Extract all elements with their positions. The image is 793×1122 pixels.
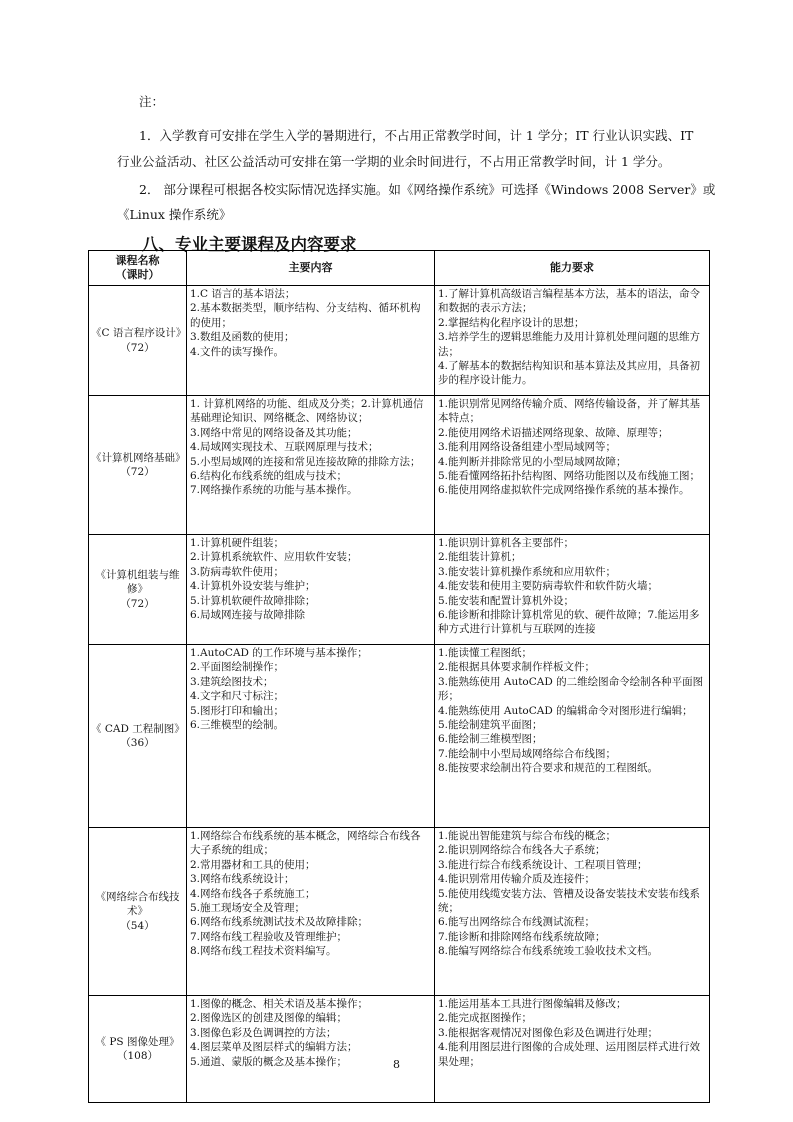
ability-item: 5.能使用线缆安装方法、管槽及设备安装技术安装布线系统； bbox=[438, 887, 701, 915]
ability-item: 3.能根据客观情况对图像色彩及色调进行处理； bbox=[438, 1026, 659, 1039]
ability-item: 2.能根据具体要求制作样板文件； bbox=[438, 661, 596, 674]
content-cell bbox=[187, 286, 435, 396]
ability-cell bbox=[435, 996, 710, 1103]
content-item: 3.数组及函数的使用； bbox=[190, 331, 295, 344]
ability-item: 5.能看懂网络拓扑结构图、网络功能图以及布线施工图； bbox=[438, 470, 701, 483]
content-item: 4.局域网实现技术、互联网原理与技术； bbox=[190, 441, 379, 454]
ability-item: 8.能编写网络综合布线系统竣工验收技术文档。 bbox=[438, 945, 659, 958]
ability-item: 4.能利用图层进行图像的合成处理、运用图层样式进行效果处理； bbox=[438, 1041, 701, 1068]
course-hours: （72） bbox=[120, 597, 155, 610]
table-body bbox=[89, 286, 710, 1103]
ability-item: 6.能写出网络综合布线测试流程； bbox=[438, 916, 596, 929]
ability-item: 1.能说出智能建筑与综合布线的概念； bbox=[438, 830, 617, 842]
content-cell bbox=[187, 396, 435, 535]
course-name: 《 CAD 工程制图》 bbox=[91, 722, 185, 735]
content-cell bbox=[187, 645, 435, 828]
content-item: 2.基本数据类型，顺序结构、分支结构、循环机构的使用； bbox=[190, 302, 421, 329]
course-cell bbox=[89, 396, 187, 535]
course-cell bbox=[89, 645, 187, 828]
course-hours: （72） bbox=[120, 341, 155, 354]
content-item: 4.文字和尺寸标注； bbox=[190, 690, 285, 703]
course-name: 《计算机组装与维修》 bbox=[95, 568, 180, 596]
content-item: 1.C 语言的基本语法； bbox=[190, 288, 296, 300]
ability-item: 2.能组装计算机； bbox=[438, 551, 522, 564]
header-ability: 能力要求 bbox=[435, 251, 710, 286]
content-item: 5.施工现场安全及管理； bbox=[190, 902, 306, 915]
note-2-continuation: 《Linux 操作系统》 bbox=[117, 207, 232, 222]
ability-item: 8.能按要求绘制出符合要求和规范的工程图纸。 bbox=[438, 762, 659, 775]
ability-cell bbox=[435, 645, 710, 828]
ability-item: 1.能识别计算机各主要部件； bbox=[438, 537, 575, 549]
content-item: 1. 计算机网络的功能、组成及分类；2.计算机通信基础理论知识、网络概念、网络协议； bbox=[190, 398, 424, 425]
content-item: 6.网络布线系统测试技术及故障排除； bbox=[190, 916, 369, 929]
course-cell bbox=[89, 996, 187, 1103]
course-name: 《计算机网络基础》 bbox=[91, 451, 186, 464]
course-table bbox=[88, 250, 710, 1103]
content-item: 7.网络布线工程验收及管理维护； bbox=[190, 930, 348, 943]
content-item: 2.计算机系统软件、应用软件安装； bbox=[190, 551, 358, 564]
ability-cell bbox=[435, 396, 710, 535]
content-item: 1.网络综合布线系统的基本概念，网络综合布线各大子系统的组成； bbox=[190, 830, 421, 857]
ability-item: 2.能识别网络综合布线各大子系统； bbox=[438, 844, 606, 857]
content-item: 5.小型局域网的连接和常见连接故障的排除方法； bbox=[190, 455, 421, 468]
ability-item: 1.了解计算机高级语言编程基本方法，基本的语法，命令和数据的表示方法； bbox=[438, 288, 701, 315]
ability-item: 7.能绘制中小型局域网络综合布线图； bbox=[438, 747, 617, 760]
course-hours: （36） bbox=[120, 737, 155, 749]
content-item: 2.图像选区的创建及图像的编辑； bbox=[190, 1012, 348, 1025]
course-hours: （108） bbox=[116, 1050, 159, 1062]
table-row bbox=[89, 645, 710, 828]
content-item: 3.防病毒软件使用； bbox=[190, 565, 285, 578]
ability-item: 1.能运用基本工具进行图像编辑及修改； bbox=[438, 998, 627, 1010]
ability-cell bbox=[435, 828, 710, 996]
ability-item: 3.培养学生的逻辑思维能力及用计算机处理问题的思维方法； bbox=[438, 331, 701, 358]
content-item: 8.网络布线工程技术资料编写。 bbox=[190, 945, 337, 958]
ability-item: 1.能读懂工程图纸； bbox=[438, 647, 533, 659]
ability-item: 5.能绘制建筑平面图； bbox=[438, 719, 543, 732]
content-item: 5.图形打印和输出； bbox=[190, 704, 285, 717]
content-cell bbox=[187, 996, 435, 1103]
table-header-row bbox=[89, 251, 710, 286]
page-number: 8 bbox=[393, 1058, 400, 1071]
ability-item: 5.能安装和配置计算机外设； bbox=[438, 594, 575, 607]
ability-item: 2.能完成抠图操作； bbox=[438, 1012, 533, 1025]
ability-item: 6.能绘制三维模型图； bbox=[438, 733, 543, 746]
note-2: 2． 部分课程可根据各校实际情况选择实施。如《网络操作系统》可选择《Windows 2008 Server》或 bbox=[139, 182, 716, 197]
course-cell bbox=[89, 286, 187, 396]
ability-item: 6.能使用网络虚拟软件完成网络操作系统的基本操作。 bbox=[438, 484, 690, 497]
content-item: 4.文件的读写操作。 bbox=[190, 345, 285, 358]
content-item: 3.网络布线系统设计； bbox=[190, 873, 295, 886]
content-item: 3.建筑绘图技术； bbox=[190, 675, 274, 688]
course-hours: （72） bbox=[120, 466, 155, 478]
header-course: 课程名称 （课时） bbox=[89, 251, 187, 286]
table-row bbox=[89, 396, 710, 535]
section-title: 八、专业主要课程及内容要求 bbox=[142, 235, 357, 254]
ability-item: 1.能识别常见网络传输介质、网络传输设备，并了解其基本特点； bbox=[438, 398, 701, 425]
ability-item: 3.能安装计算机操作系统和应用软件； bbox=[438, 565, 617, 578]
content-item: 1.图像的概念、相关术语及基本操作； bbox=[190, 998, 369, 1010]
ability-cell bbox=[435, 286, 710, 396]
ability-item: 4.能安装和使用主要防病毒软件和软件防火墙； bbox=[438, 580, 659, 593]
table-row bbox=[89, 828, 710, 996]
content-cell bbox=[187, 535, 435, 645]
content-item: 6.局域网连接与故障排除 bbox=[190, 609, 306, 622]
ability-item: 7.能诊断和排除网络布线系统故障； bbox=[438, 930, 606, 943]
content-item: 2.平面图绘制操作； bbox=[190, 661, 285, 674]
content-item: 6.三维模型的绘制。 bbox=[190, 719, 285, 732]
ability-cell bbox=[435, 535, 710, 645]
ability-item: 3.能利用网络设备组建小型局域网等； bbox=[438, 441, 617, 454]
course-hours: （54） bbox=[120, 919, 155, 932]
content-item: 1.AutoCAD 的工作环境与基本操作； bbox=[190, 647, 368, 659]
header-content: 主要内容 bbox=[187, 251, 435, 286]
content-item: 4.计算机外设安装与维护； bbox=[190, 580, 316, 593]
ability-item: 3.能进行综合布线系统设计、工程项目管理； bbox=[438, 858, 648, 871]
content-item: 3.网络中常见的网络设备及其功能； bbox=[190, 426, 358, 439]
ability-item: 6.能诊断和排除计算机常见的软、硬件故障；7.能运用多种方式进行计算机与互联网的连接 bbox=[438, 609, 700, 636]
ability-item: 2.掌握结构化程序设计的思想； bbox=[438, 316, 585, 329]
ability-item: 4.了解基本的数据结构知识和基本算法及其应用，具备初步的程序设计能力。 bbox=[438, 360, 701, 387]
note-1: 1．入学教育可安排在学生入学的暑期进行，不占用正常教学时间，计 1 学分；IT 行业认识实践、IT bbox=[139, 128, 694, 143]
content-item: 5.计算机软硬件故障排除； bbox=[190, 594, 316, 607]
course-cell bbox=[89, 535, 187, 645]
ability-item: 4.能熟练使用 AutoCAD 的编辑命令对图形进行编辑； bbox=[438, 704, 693, 717]
content-item: 5.通道、蒙版的概念及基本操作； bbox=[190, 1055, 348, 1068]
course-name: 《网络综合布线技术》 bbox=[95, 890, 180, 918]
content-item: 2.常用器材和工具的使用； bbox=[190, 858, 316, 871]
content-item: 3.图像色彩及色调调控的方法； bbox=[190, 1026, 337, 1039]
content-cell bbox=[187, 828, 435, 996]
table-row bbox=[89, 286, 710, 396]
course-name: 《C 语言程序设计》 bbox=[91, 327, 187, 340]
table-row bbox=[89, 996, 710, 1103]
ability-item: 2.能使用网络术语描述网络现象、故障、原理等； bbox=[438, 426, 669, 439]
content-item: 7.网络操作系统的功能与基本操作。 bbox=[190, 484, 358, 497]
ability-item: 4.能识别常用传输介质及连接件； bbox=[438, 873, 596, 886]
note-1-continuation: 行业公益活动、社区公益活动可安排在第一学期的业余时间进行，不占用正常教学时间，计 1 学分。 bbox=[117, 154, 671, 169]
content-item: 4.图层菜单及图层样式的编辑方法； bbox=[190, 1041, 358, 1054]
course-name: 《 PS 图像处理》 bbox=[95, 1035, 180, 1048]
content-item: 6.结构化布线系统的组成与技术； bbox=[190, 470, 348, 483]
course-cell bbox=[89, 828, 187, 996]
ability-item: 3.能熟练使用 AutoCAD 的二维绘图命令绘制各种平面图形； bbox=[438, 675, 704, 703]
ability-item: 4.能判断并排除常见的小型局域网故障； bbox=[438, 455, 627, 468]
content-item: 4.网络布线各子系统施工； bbox=[190, 887, 316, 900]
notes-heading: 注： bbox=[139, 94, 165, 109]
content-item: 1.计算机硬件组装； bbox=[190, 537, 285, 549]
table-row bbox=[89, 535, 710, 645]
